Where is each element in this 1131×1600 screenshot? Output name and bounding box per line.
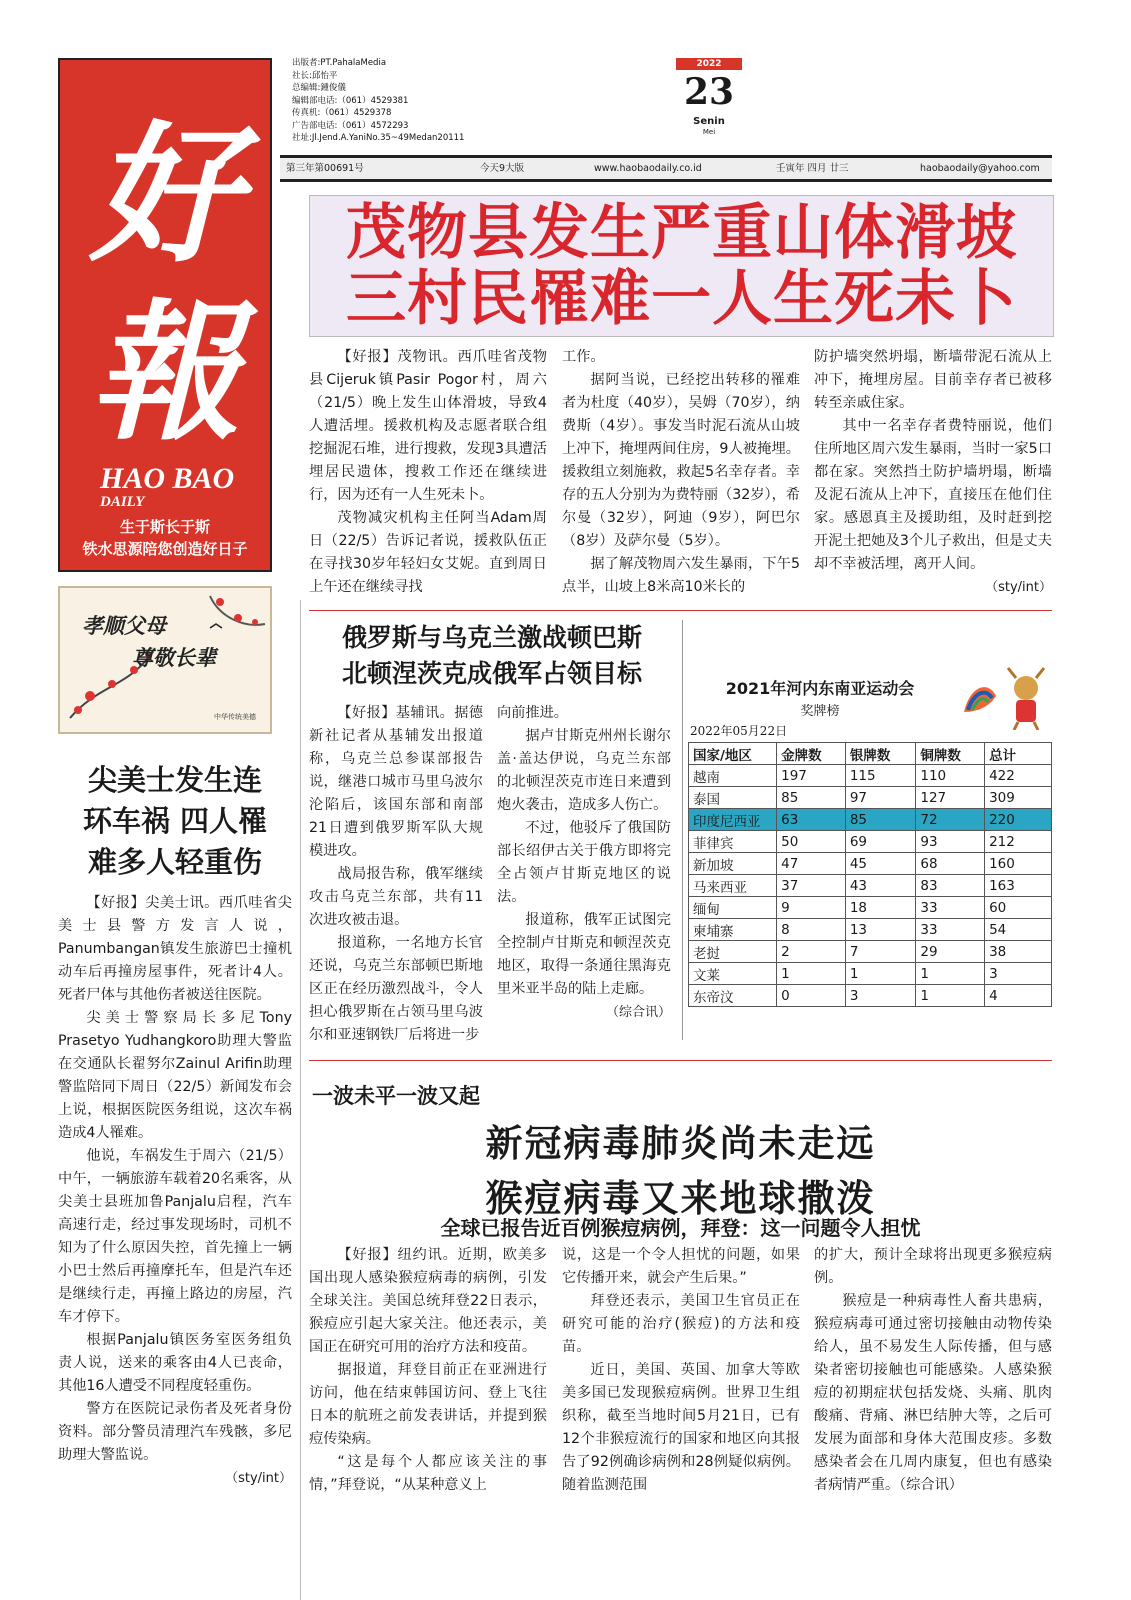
page-count: 今天9大版 xyxy=(480,163,525,174)
covid-subhead: 全球已报告近百例猴痘病例，拜登：这一问题令人担忧 xyxy=(440,1216,921,1240)
crash-headline-3: 难多人轻重伤 xyxy=(87,845,262,879)
info-line: 编辑部电话:（061）4529381 xyxy=(292,95,409,106)
header-cell: 银牌数 xyxy=(845,743,916,765)
table-cell: 85 xyxy=(777,787,846,809)
calendar-day: 23 xyxy=(683,71,735,113)
issue-bar xyxy=(280,155,1052,182)
masthead-logo xyxy=(58,58,272,572)
slogan-2: 铁水思源陪您创造好日子 xyxy=(82,540,248,558)
slogan-1: 生于斯长于斯 xyxy=(119,518,210,536)
paragraph: “这是每个人都应该关注的事情，”拜登说，“从某种意义上 xyxy=(309,1454,547,1493)
calendar-month: Mei xyxy=(702,128,716,136)
calendar-weekday: Senin xyxy=(693,116,725,127)
landslide-headline-1: 茂物县发生严重山体滑坡 xyxy=(346,198,1017,268)
logo-char-hao: 好 xyxy=(89,107,240,283)
crash-body xyxy=(58,892,292,1490)
landslide-headline-2: 三村民罹难一人生死未卜 xyxy=(346,264,1017,334)
paragraph: 据阿当说，已经挖出转移的罹难者为杜度（40岁），吴姆（70岁），纳费斯（4岁）。事发当时泥石流从山坡上冲下，掩埋两间住房，9人被掩埋。援救组立刻施救，救起5名幸存者。幸存的五人分别为为费特丽（32岁），希尔曼（32岁），阿迪（9岁），阿巴尔（8岁）及萨尔曼（5岁）。 xyxy=(562,372,800,549)
table-cell: 7 xyxy=(845,941,916,963)
table-row xyxy=(689,897,1052,919)
table-header-row xyxy=(689,743,1052,765)
paragraph: 警方在医院记录伤者及死者身份资料。部分警员清理汽车残骸，多尼助理大警监说。 xyxy=(58,1401,292,1463)
landslide-col-2 xyxy=(562,346,800,599)
paragraph: 近日，美国、英国、加拿大等欧美多国已发现猴痘病例。世界卫生组织称，截至当地时间5月21日，已有12个非猴痘流行的国家和地区向其报告了92例确诊病例和28例疑似病例。随着监测范围 xyxy=(562,1362,800,1493)
table-cell: 13 xyxy=(845,919,916,941)
table-cell: 68 xyxy=(916,853,985,875)
crash-headline-1: 尖美士发生连 xyxy=(87,763,262,797)
paragraph: 工作。 xyxy=(562,349,605,365)
russia-col-1 xyxy=(309,702,483,1047)
table-cell: 4 xyxy=(985,985,1052,1007)
table-cell: 2 xyxy=(777,941,846,963)
table-row xyxy=(689,985,1052,1007)
header-cell: 金牌数 xyxy=(777,743,846,765)
table-cell: 18 xyxy=(845,897,916,919)
table-row xyxy=(689,765,1052,787)
covid-headline xyxy=(309,1116,1052,1226)
table-cell: 85 xyxy=(845,809,916,831)
logo-en: HAO BAO xyxy=(100,462,235,495)
header-cell: 国家/地区 xyxy=(689,743,777,765)
table-cell: 9 xyxy=(777,897,846,919)
table-cell: 63 xyxy=(777,809,846,831)
table-cell: 东帝汶 xyxy=(689,985,777,1007)
paragraph: 其中一名幸存者费特丽说，他们住所地区周六发生暴雨，当时一家5口都在家。突然挡土防护墙坍塌，断墙及泥石流从上冲下，直接压在他们住家。感恩真主及援助组，及时赶到挖开泥土把她及3个儿子救出，但是丈夫却不幸被活埋，离开人间。 xyxy=(814,418,1052,572)
paragraph: 茂物减灾机构主任阿当Adam周日（22/5）告诉记者说，援救队伍正在寻找30岁年轻妇女艾妮。直到周日上午还在继续寻找 xyxy=(309,510,547,595)
paragraph: 【好报】基辅讯。据德新社记者从基辅发出报道称，乌克兰总参谋部报告说，继港口城市马里乌波尔沦陷后，该国东部和南部21日遭到俄罗斯军队大规模进攻。 xyxy=(309,705,483,859)
issue-number: 第三年第00691号 xyxy=(286,163,364,174)
source-tag: （sty/int） xyxy=(985,580,1052,595)
table-cell: 1 xyxy=(916,985,985,1007)
paragraph: 战局报告称，俄军继续攻击乌克兰东部，共有11次进攻被击退。 xyxy=(309,866,483,928)
table-cell: 越南 xyxy=(689,765,777,787)
landslide-headline-box xyxy=(309,195,1054,337)
covid-col-1 xyxy=(309,1244,547,1497)
medal-table xyxy=(688,742,1052,1007)
paragraph: 他说，车祸发生于周六（21/5）中午，一辆旅游车载着20名乘客，从尖美士县班加鲁Panjalu启程，汽车高速行走，经过事发现场时，司机不知为了什么原因失控，首先撞上一辆小巴士然后再撞摩托车，但是汽车还是继续行走，再撞上路边的房屋，汽车才停下。 xyxy=(58,1148,292,1325)
medal-date: 2022年05月22日 xyxy=(690,724,788,738)
table-row xyxy=(689,919,1052,941)
medal-title: 2021年河内东南亚运动会 xyxy=(725,679,915,698)
table-cell: 8 xyxy=(777,919,846,941)
painting-line-1: 孝顺父母 xyxy=(82,613,166,638)
table-cell: 0 xyxy=(777,985,846,1007)
table-cell: 309 xyxy=(985,787,1052,809)
table-cell: 54 xyxy=(985,919,1052,941)
table-cell: 160 xyxy=(985,853,1052,875)
table-cell: 163 xyxy=(985,875,1052,897)
table-cell: 3 xyxy=(845,985,916,1007)
table-row xyxy=(689,963,1052,985)
russia-headline-1: 俄罗斯与乌克兰激战顿巴斯 xyxy=(341,623,642,652)
table-cell: 212 xyxy=(985,831,1052,853)
table-row xyxy=(689,787,1052,809)
calendar-year: 2022 xyxy=(676,58,742,70)
info-line: 广告部电话:（061）4572293 xyxy=(292,120,409,131)
table-cell: 50 xyxy=(777,831,846,853)
info-line: 出版者:PT.PahalaMedia xyxy=(292,58,387,68)
table-row xyxy=(689,875,1052,897)
paragraph: 据了解茂物周六发生暴雨，下午5点半，山坡上8米高10米长的 xyxy=(562,556,800,595)
painting-signature: 中华传统美德 xyxy=(214,713,256,721)
email-link[interactable]: haobaodaily@yahoo.com xyxy=(920,163,1040,174)
paragraph: 【好报】纽约讯。近期，欧美多国出现人感染猴痘病毒的病例，引发全球关注。美国总统拜登22日表示，猴痘应引起大家关注。他还表示，美国正在研究可用的治疗方法和疫苗。 xyxy=(309,1247,547,1355)
table-cell: 文莱 xyxy=(689,963,777,985)
table-cell: 115 xyxy=(845,765,916,787)
paragraph: 的扩大，预计全球将出现更多猴痘病例。 xyxy=(814,1247,1052,1286)
table-cell: 1 xyxy=(845,963,916,985)
table-cell: 72 xyxy=(916,809,985,831)
table-cell: 缅甸 xyxy=(689,897,777,919)
table-cell: 69 xyxy=(845,831,916,853)
header-cell: 总计 xyxy=(985,743,1052,765)
table-cell: 菲律宾 xyxy=(689,831,777,853)
table-cell: 1 xyxy=(777,963,846,985)
table-cell: 422 xyxy=(985,765,1052,787)
table-row xyxy=(689,941,1052,963)
paragraph: 说，这是一个令人担忧的问题，如果它传播开来，就会产生后果。” xyxy=(562,1247,800,1286)
covid-headline-1: 新冠病毒肺炎尚未走远 xyxy=(485,1122,876,1165)
table-cell: 29 xyxy=(916,941,985,963)
paragraph: 报道称，一名地方长官还说，乌克兰东部顿巴斯地区正在经历激烈战斗，令人担心俄罗斯在占领马里乌波尔和亚速钢铁厂后将进一步 xyxy=(309,935,483,1043)
table-cell: 马来西亚 xyxy=(689,875,777,897)
publisher-info xyxy=(292,57,464,145)
divider xyxy=(682,620,683,1040)
paragraph: 据报道，拜登目前正在亚洲进行访问，他在结束韩国访问、登上飞往日本的航班之前发表讲话，并提到猴痘传染病。 xyxy=(309,1362,547,1447)
covid-col-3 xyxy=(814,1244,1052,1497)
table-cell: 新加坡 xyxy=(689,853,777,875)
table-cell: 97 xyxy=(845,787,916,809)
info-line: 传真机:（061）4529378 xyxy=(292,108,392,118)
logo-char-bao: 報 xyxy=(89,285,240,461)
russia-col-2 xyxy=(497,702,671,1024)
sea-games-mascot-icon xyxy=(960,666,1050,730)
covid-headline-2: 猴痘病毒又来地球撒泼 xyxy=(485,1177,876,1220)
table-cell: 45 xyxy=(845,853,916,875)
crash-headline xyxy=(60,760,290,883)
paragraph: 拜登还表示，美国卫生官员正在研究可能的治疗(猴痘)的方法和疫苗。 xyxy=(562,1293,800,1355)
russia-headline xyxy=(312,620,672,692)
table-cell: 33 xyxy=(916,919,985,941)
crash-headline-2: 环车祸 四人罹 xyxy=(82,804,268,838)
source-tag: （综合讯） xyxy=(605,1005,671,1020)
paragraph: 【好报】尖美士讯。西爪哇省尖美士县警方发言人说，Panumbangan镇发生旅游巴士撞机动车后再撞房屋事件，死者计4人。死者尸体与其他伤者被送往医院。 xyxy=(58,895,292,1003)
table-cell: 印度尼西亚 xyxy=(689,809,777,831)
table-cell: 60 xyxy=(985,897,1052,919)
medal-subtitle: 奖牌榜 xyxy=(800,704,840,719)
table-cell: 33 xyxy=(916,897,985,919)
paragraph: 不过，他驳斥了俄国防部长绍伊古关于俄方即将完全占领卢甘斯克地区的说法。 xyxy=(497,820,671,905)
paragraph: 向前推进。 xyxy=(497,705,568,721)
logo-en-sub: DAILY xyxy=(100,494,145,510)
info-line: 社长:邱怡平 xyxy=(292,70,338,81)
table-cell: 老挝 xyxy=(689,941,777,963)
table-row xyxy=(689,809,1052,831)
paragraph: 尖美士警察局长多尼Tony Prasetyo Yudhangkoro助理大警监在交通队长翟努尔Zainul Arifin助理警监陪同下周日（22/5）新闻发布会上说，根据医院医务组说，这次车祸造成4人罹难。 xyxy=(58,1010,292,1141)
table-cell: 1 xyxy=(916,963,985,985)
paragraph: 根据Panjalu镇医务室医务组负责人说，送来的乘客由4人已丧命，其他16人遭受不同程度轻重伤。 xyxy=(58,1332,292,1394)
table-row xyxy=(689,853,1052,875)
lunar-date: 壬寅年 四月 廿三 xyxy=(776,163,849,174)
info-line: 社址:Jl.Jend.A.YaniNo.35~49Medan20111 xyxy=(292,133,465,143)
medal-table-panel xyxy=(688,658,1052,1038)
source-tag: （sty/int） xyxy=(225,1471,292,1486)
table-cell: 37 xyxy=(777,875,846,897)
divider xyxy=(300,600,301,1600)
table-cell: 47 xyxy=(777,853,846,875)
paragraph: 猴痘是一种病毒性人畜共患病，猴痘病毒可通过密切接触由动物传染给人，虽不易发生人际传播，但与感染者密切接触也可能感染。人感染猴痘的初期症状包括发烧、头痛、肌肉酸痛、背痛、淋巴结肿大等，之后可发展为面部和身体大范围皮疹。多数感染者会在几周内康复，但也有感染者病情严重。（综合讯） xyxy=(814,1293,1052,1493)
covid-kicker: 一波未平一波又起 xyxy=(312,1084,480,1108)
paragraph: 据卢甘斯克州州长谢尔盖·盖达伊说，乌克兰东部的北顿涅茨克市连日来遭到炮火袭击，造成多人伤亡。 xyxy=(497,728,671,813)
table-cell: 43 xyxy=(845,875,916,897)
divider xyxy=(309,1060,1052,1061)
landslide-col-3 xyxy=(814,346,1052,599)
table-cell: 泰国 xyxy=(689,787,777,809)
info-line: 总编辑:鍾俊儀 xyxy=(292,83,346,93)
table-cell: 110 xyxy=(916,765,985,787)
painting-line-2: 尊敬长辈 xyxy=(132,645,216,670)
table-row xyxy=(689,831,1052,853)
table-cell: 38 xyxy=(985,941,1052,963)
paragraph: 【好报】茂物讯。西爪哇省茂物县Cijeruk镇Pasir Pogor村，周六（21/5）晚上发生山体滑坡，导致4人遭活埋。援救机构及志愿者联合组挖掘泥石堆，进行搜救，发现3具遭活埋居民遗体，搜救工作还在继续进行，因为还有一人生死未卜。 xyxy=(309,349,547,503)
table-cell: 83 xyxy=(916,875,985,897)
table-cell: 柬埔寨 xyxy=(689,919,777,941)
paragraph: 防护墙突然坍塌，断墙带泥石流从上冲下，掩埋房屋。目前幸存者已被移转至亲戚住家。 xyxy=(814,349,1052,411)
table-cell: 3 xyxy=(985,963,1052,985)
calligraphy-painting xyxy=(58,586,272,734)
divider xyxy=(309,610,1052,611)
table-cell: 197 xyxy=(777,765,846,787)
covid-col-2 xyxy=(562,1244,800,1497)
header-cell: 铜牌数 xyxy=(916,743,985,765)
paragraph: 报道称，俄军正试图完全控制卢甘斯克和顿涅茨克地区，取得一条通往黑海克里米亚半岛的陆上走廊。 xyxy=(497,912,671,997)
table-cell: 93 xyxy=(916,831,985,853)
landslide-col-1 xyxy=(309,346,547,599)
russia-headline-2: 北顿涅茨克成俄军占领目标 xyxy=(341,659,642,688)
table-cell: 127 xyxy=(916,787,985,809)
website-link[interactable]: www.haobaodaily.co.id xyxy=(594,163,702,174)
table-cell: 220 xyxy=(985,809,1052,831)
date-calendar xyxy=(676,58,742,138)
